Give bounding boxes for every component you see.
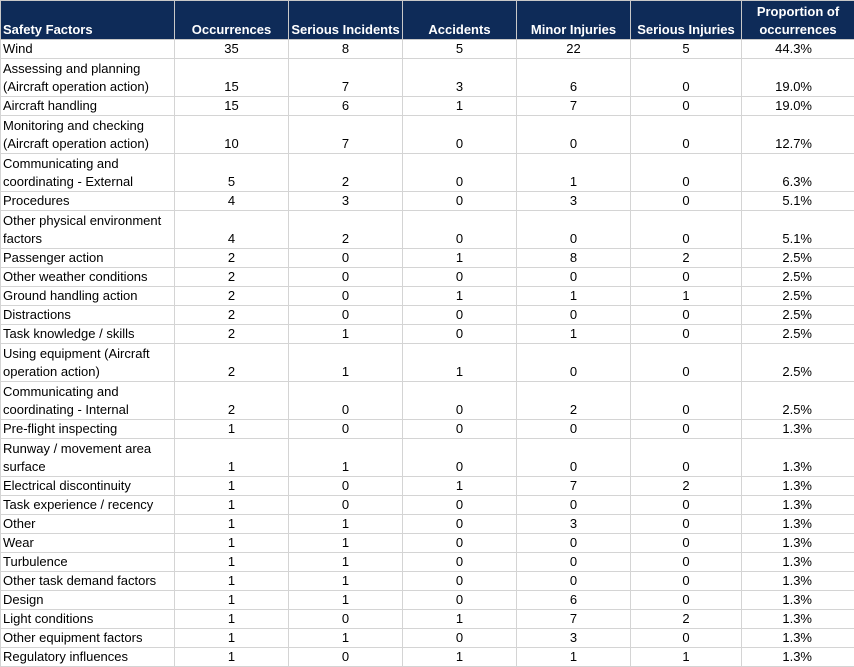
serious-injuries-cell: 2 xyxy=(631,610,742,629)
accidents-cell: 0 xyxy=(403,192,517,211)
accidents-cell: 0 xyxy=(403,572,517,591)
serious-incidents-cell: 1 xyxy=(289,439,403,477)
accidents-cell: 0 xyxy=(403,496,517,515)
header-occurrences: Occurrences xyxy=(175,1,289,40)
minor-injuries-cell: 0 xyxy=(517,534,631,553)
minor-injuries-cell: 7 xyxy=(517,97,631,116)
table-row xyxy=(1,648,854,667)
accidents-cell: 0 xyxy=(403,306,517,325)
safety-factor-cell: Other physical environment factors xyxy=(1,211,175,249)
serious-injuries-cell: 0 xyxy=(631,211,742,249)
header-safety-factors: Safety Factors xyxy=(1,1,175,40)
accidents-cell: 1 xyxy=(403,287,517,306)
table-header xyxy=(1,1,854,40)
safety-factor-cell: Procedures xyxy=(1,192,175,211)
minor-injuries-cell: 0 xyxy=(517,420,631,439)
serious-injuries-cell: 0 xyxy=(631,59,742,97)
occurrences-cell: 1 xyxy=(175,591,289,610)
occurrences-cell: 15 xyxy=(175,97,289,116)
serious-injuries-cell: 0 xyxy=(631,553,742,572)
proportion-cell: 19.0% xyxy=(742,59,854,97)
occurrences-cell: 2 xyxy=(175,325,289,344)
safety-factor-cell: Runway / movement area surface xyxy=(1,439,175,477)
occurrences-cell: 4 xyxy=(175,211,289,249)
serious-injuries-cell: 0 xyxy=(631,116,742,154)
minor-injuries-cell: 0 xyxy=(517,496,631,515)
serious-incidents-cell: 7 xyxy=(289,116,403,154)
serious-incidents-cell: 0 xyxy=(289,477,403,496)
proportion-cell: 5.1% xyxy=(742,211,854,249)
occurrences-cell: 1 xyxy=(175,477,289,496)
accidents-cell: 1 xyxy=(403,610,517,629)
table-row xyxy=(1,59,854,97)
serious-injuries-cell: 1 xyxy=(631,287,742,306)
safety-factor-cell: Communicating and coordinating - External xyxy=(1,154,175,192)
accidents-cell: 0 xyxy=(403,154,517,192)
safety-factor-cell: Ground handling action xyxy=(1,287,175,306)
table-row xyxy=(1,268,854,287)
accidents-cell: 0 xyxy=(403,325,517,344)
safety-factor-cell: Distractions xyxy=(1,306,175,325)
serious-injuries-cell: 0 xyxy=(631,344,742,382)
table-row xyxy=(1,439,854,477)
serious-injuries-cell: 0 xyxy=(631,325,742,344)
serious-injuries-cell: 0 xyxy=(631,306,742,325)
serious-injuries-cell: 0 xyxy=(631,382,742,420)
minor-injuries-cell: 22 xyxy=(517,40,631,59)
serious-injuries-cell: 2 xyxy=(631,477,742,496)
proportion-cell: 2.5% xyxy=(742,344,854,382)
accidents-cell: 0 xyxy=(403,382,517,420)
table-row xyxy=(1,496,854,515)
occurrences-cell: 2 xyxy=(175,306,289,325)
minor-injuries-cell: 0 xyxy=(517,116,631,154)
occurrences-cell: 1 xyxy=(175,648,289,667)
serious-injuries-cell: 0 xyxy=(631,591,742,610)
occurrences-cell: 1 xyxy=(175,572,289,591)
serious-incidents-cell: 1 xyxy=(289,344,403,382)
serious-incidents-cell: 0 xyxy=(289,382,403,420)
safety-factor-cell: Communicating and coordinating - Internal xyxy=(1,382,175,420)
minor-injuries-cell: 3 xyxy=(517,192,631,211)
minor-injuries-cell: 2 xyxy=(517,382,631,420)
accidents-cell: 0 xyxy=(403,515,517,534)
serious-injuries-cell: 0 xyxy=(631,420,742,439)
table-row xyxy=(1,192,854,211)
proportion-cell: 1.3% xyxy=(742,477,854,496)
serious-incidents-cell: 0 xyxy=(289,268,403,287)
proportion-cell: 1.3% xyxy=(742,496,854,515)
serious-injuries-cell: 0 xyxy=(631,629,742,648)
proportion-cell: 2.5% xyxy=(742,306,854,325)
occurrences-cell: 2 xyxy=(175,249,289,268)
minor-injuries-cell: 0 xyxy=(517,344,631,382)
table-row xyxy=(1,610,854,629)
serious-incidents-cell: 1 xyxy=(289,591,403,610)
safety-factor-cell: Turbulence xyxy=(1,553,175,572)
serious-incidents-cell: 0 xyxy=(289,496,403,515)
table-row xyxy=(1,40,854,59)
minor-injuries-cell: 0 xyxy=(517,572,631,591)
serious-injuries-cell: 0 xyxy=(631,496,742,515)
proportion-cell: 1.3% xyxy=(742,591,854,610)
serious-incidents-cell: 1 xyxy=(289,515,403,534)
table-row xyxy=(1,154,854,192)
occurrences-cell: 1 xyxy=(175,439,289,477)
proportion-cell: 19.0% xyxy=(742,97,854,116)
serious-incidents-cell: 2 xyxy=(289,211,403,249)
serious-injuries-cell: 0 xyxy=(631,154,742,192)
serious-incidents-cell: 1 xyxy=(289,534,403,553)
safety-factor-cell: Other weather conditions xyxy=(1,268,175,287)
accidents-cell: 0 xyxy=(403,268,517,287)
minor-injuries-cell: 0 xyxy=(517,268,631,287)
serious-injuries-cell: 0 xyxy=(631,192,742,211)
minor-injuries-cell: 7 xyxy=(517,610,631,629)
table-row xyxy=(1,287,854,306)
serious-incidents-cell: 0 xyxy=(289,249,403,268)
safety-factor-cell: Using equipment (Aircraft operation action) xyxy=(1,344,175,382)
table-row xyxy=(1,344,854,382)
minor-injuries-cell: 0 xyxy=(517,211,631,249)
safety-factor-cell: Other xyxy=(1,515,175,534)
table-row xyxy=(1,382,854,420)
table-row xyxy=(1,249,854,268)
occurrences-cell: 1 xyxy=(175,515,289,534)
accidents-cell: 0 xyxy=(403,534,517,553)
proportion-cell: 2.5% xyxy=(742,382,854,420)
safety-factor-cell: Task experience / recency xyxy=(1,496,175,515)
accidents-cell: 0 xyxy=(403,211,517,249)
proportion-cell: 1.3% xyxy=(742,629,854,648)
safety-factor-cell: Wear xyxy=(1,534,175,553)
table-row xyxy=(1,534,854,553)
minor-injuries-cell: 1 xyxy=(517,154,631,192)
occurrences-cell: 15 xyxy=(175,59,289,97)
serious-incidents-cell: 7 xyxy=(289,59,403,97)
serious-incidents-cell: 8 xyxy=(289,40,403,59)
minor-injuries-cell: 0 xyxy=(517,306,631,325)
minor-injuries-cell: 6 xyxy=(517,591,631,610)
safety-factor-cell: Assessing and planning (Aircraft operation action) xyxy=(1,59,175,97)
minor-injuries-cell: 6 xyxy=(517,59,631,97)
serious-incidents-cell: 1 xyxy=(289,553,403,572)
minor-injuries-cell: 0 xyxy=(517,439,631,477)
serious-incidents-cell: 0 xyxy=(289,306,403,325)
serious-incidents-cell: 0 xyxy=(289,610,403,629)
table-row xyxy=(1,211,854,249)
occurrences-cell: 5 xyxy=(175,154,289,192)
accidents-cell: 0 xyxy=(403,116,517,154)
accidents-cell: 1 xyxy=(403,344,517,382)
serious-incidents-cell: 1 xyxy=(289,325,403,344)
safety-factor-cell: Task knowledge / skills xyxy=(1,325,175,344)
safety-factor-cell: Pre-flight inspecting xyxy=(1,420,175,439)
proportion-cell: 1.3% xyxy=(742,534,854,553)
accidents-cell: 1 xyxy=(403,97,517,116)
table-row xyxy=(1,591,854,610)
accidents-cell: 1 xyxy=(403,477,517,496)
header-row xyxy=(1,1,854,40)
proportion-cell: 2.5% xyxy=(742,325,854,344)
proportion-cell: 2.5% xyxy=(742,268,854,287)
serious-incidents-cell: 2 xyxy=(289,154,403,192)
occurrences-cell: 1 xyxy=(175,629,289,648)
proportion-cell: 2.5% xyxy=(742,287,854,306)
occurrences-cell: 1 xyxy=(175,610,289,629)
occurrences-cell: 4 xyxy=(175,192,289,211)
minor-injuries-cell: 1 xyxy=(517,287,631,306)
serious-injuries-cell: 0 xyxy=(631,572,742,591)
accidents-cell: 0 xyxy=(403,629,517,648)
occurrences-cell: 2 xyxy=(175,382,289,420)
serious-incidents-cell: 3 xyxy=(289,192,403,211)
occurrences-cell: 35 xyxy=(175,40,289,59)
minor-injuries-cell: 3 xyxy=(517,629,631,648)
occurrences-cell: 1 xyxy=(175,534,289,553)
minor-injuries-cell: 1 xyxy=(517,648,631,667)
table-row xyxy=(1,325,854,344)
proportion-cell: 1.3% xyxy=(742,572,854,591)
occurrences-cell: 2 xyxy=(175,268,289,287)
header-serious-injuries: Serious Injuries xyxy=(631,1,742,40)
proportion-cell: 6.3% xyxy=(742,154,854,192)
safety-factor-cell: Wind xyxy=(1,40,175,59)
accidents-cell: 0 xyxy=(403,439,517,477)
serious-incidents-cell: 0 xyxy=(289,420,403,439)
table-row xyxy=(1,629,854,648)
occurrences-cell: 1 xyxy=(175,496,289,515)
accidents-cell: 0 xyxy=(403,591,517,610)
safety-factor-cell: Other equipment factors xyxy=(1,629,175,648)
table-row xyxy=(1,477,854,496)
proportion-cell: 1.3% xyxy=(742,610,854,629)
proportion-cell: 1.3% xyxy=(742,515,854,534)
header-proportion: Proportion of occurrences xyxy=(742,1,854,40)
accidents-cell: 0 xyxy=(403,420,517,439)
serious-incidents-cell: 0 xyxy=(289,287,403,306)
safety-factor-cell: Light conditions xyxy=(1,610,175,629)
safety-factor-cell: Passenger action xyxy=(1,249,175,268)
serious-incidents-cell: 6 xyxy=(289,97,403,116)
header-accidents: Accidents xyxy=(403,1,517,40)
accidents-cell: 3 xyxy=(403,59,517,97)
serious-incidents-cell: 0 xyxy=(289,648,403,667)
proportion-cell: 12.7% xyxy=(742,116,854,154)
table-body xyxy=(1,40,854,667)
serious-injuries-cell: 2 xyxy=(631,249,742,268)
occurrences-cell: 1 xyxy=(175,553,289,572)
minor-injuries-cell: 8 xyxy=(517,249,631,268)
table-row xyxy=(1,97,854,116)
serious-injuries-cell: 5 xyxy=(631,40,742,59)
table-row xyxy=(1,553,854,572)
accidents-cell: 1 xyxy=(403,249,517,268)
occurrences-cell: 10 xyxy=(175,116,289,154)
proportion-cell: 1.3% xyxy=(742,420,854,439)
occurrences-cell: 1 xyxy=(175,420,289,439)
serious-incidents-cell: 1 xyxy=(289,629,403,648)
accidents-cell: 5 xyxy=(403,40,517,59)
occurrences-cell: 2 xyxy=(175,344,289,382)
occurrences-cell: 2 xyxy=(175,287,289,306)
header-serious-incidents: Serious Incidents xyxy=(289,1,403,40)
proportion-cell: 1.3% xyxy=(742,439,854,477)
minor-injuries-cell: 3 xyxy=(517,515,631,534)
table-row xyxy=(1,515,854,534)
proportion-cell: 1.3% xyxy=(742,648,854,667)
safety-factor-cell: Monitoring and checking (Aircraft operation action) xyxy=(1,116,175,154)
table-row xyxy=(1,306,854,325)
proportion-cell: 44.3% xyxy=(742,40,854,59)
safety-factor-cell: Other task demand factors xyxy=(1,572,175,591)
proportion-cell: 2.5% xyxy=(742,249,854,268)
accidents-cell: 0 xyxy=(403,553,517,572)
safety-factor-cell: Electrical discontinuity xyxy=(1,477,175,496)
serious-injuries-cell: 0 xyxy=(631,268,742,287)
safety-factor-cell: Aircraft handling xyxy=(1,97,175,116)
minor-injuries-cell: 7 xyxy=(517,477,631,496)
table-row xyxy=(1,116,854,154)
serious-injuries-cell: 1 xyxy=(631,648,742,667)
table-row xyxy=(1,420,854,439)
safety-factor-cell: Design xyxy=(1,591,175,610)
minor-injuries-cell: 0 xyxy=(517,553,631,572)
serious-injuries-cell: 0 xyxy=(631,439,742,477)
table-row xyxy=(1,572,854,591)
safety-factor-cell: Regulatory influences xyxy=(1,648,175,667)
serious-injuries-cell: 0 xyxy=(631,97,742,116)
serious-injuries-cell: 0 xyxy=(631,515,742,534)
proportion-cell: 5.1% xyxy=(742,192,854,211)
serious-incidents-cell: 1 xyxy=(289,572,403,591)
serious-injuries-cell: 0 xyxy=(631,534,742,553)
accidents-cell: 1 xyxy=(403,648,517,667)
header-minor-injuries: Minor Injuries xyxy=(517,1,631,40)
proportion-cell: 1.3% xyxy=(742,553,854,572)
minor-injuries-cell: 1 xyxy=(517,325,631,344)
